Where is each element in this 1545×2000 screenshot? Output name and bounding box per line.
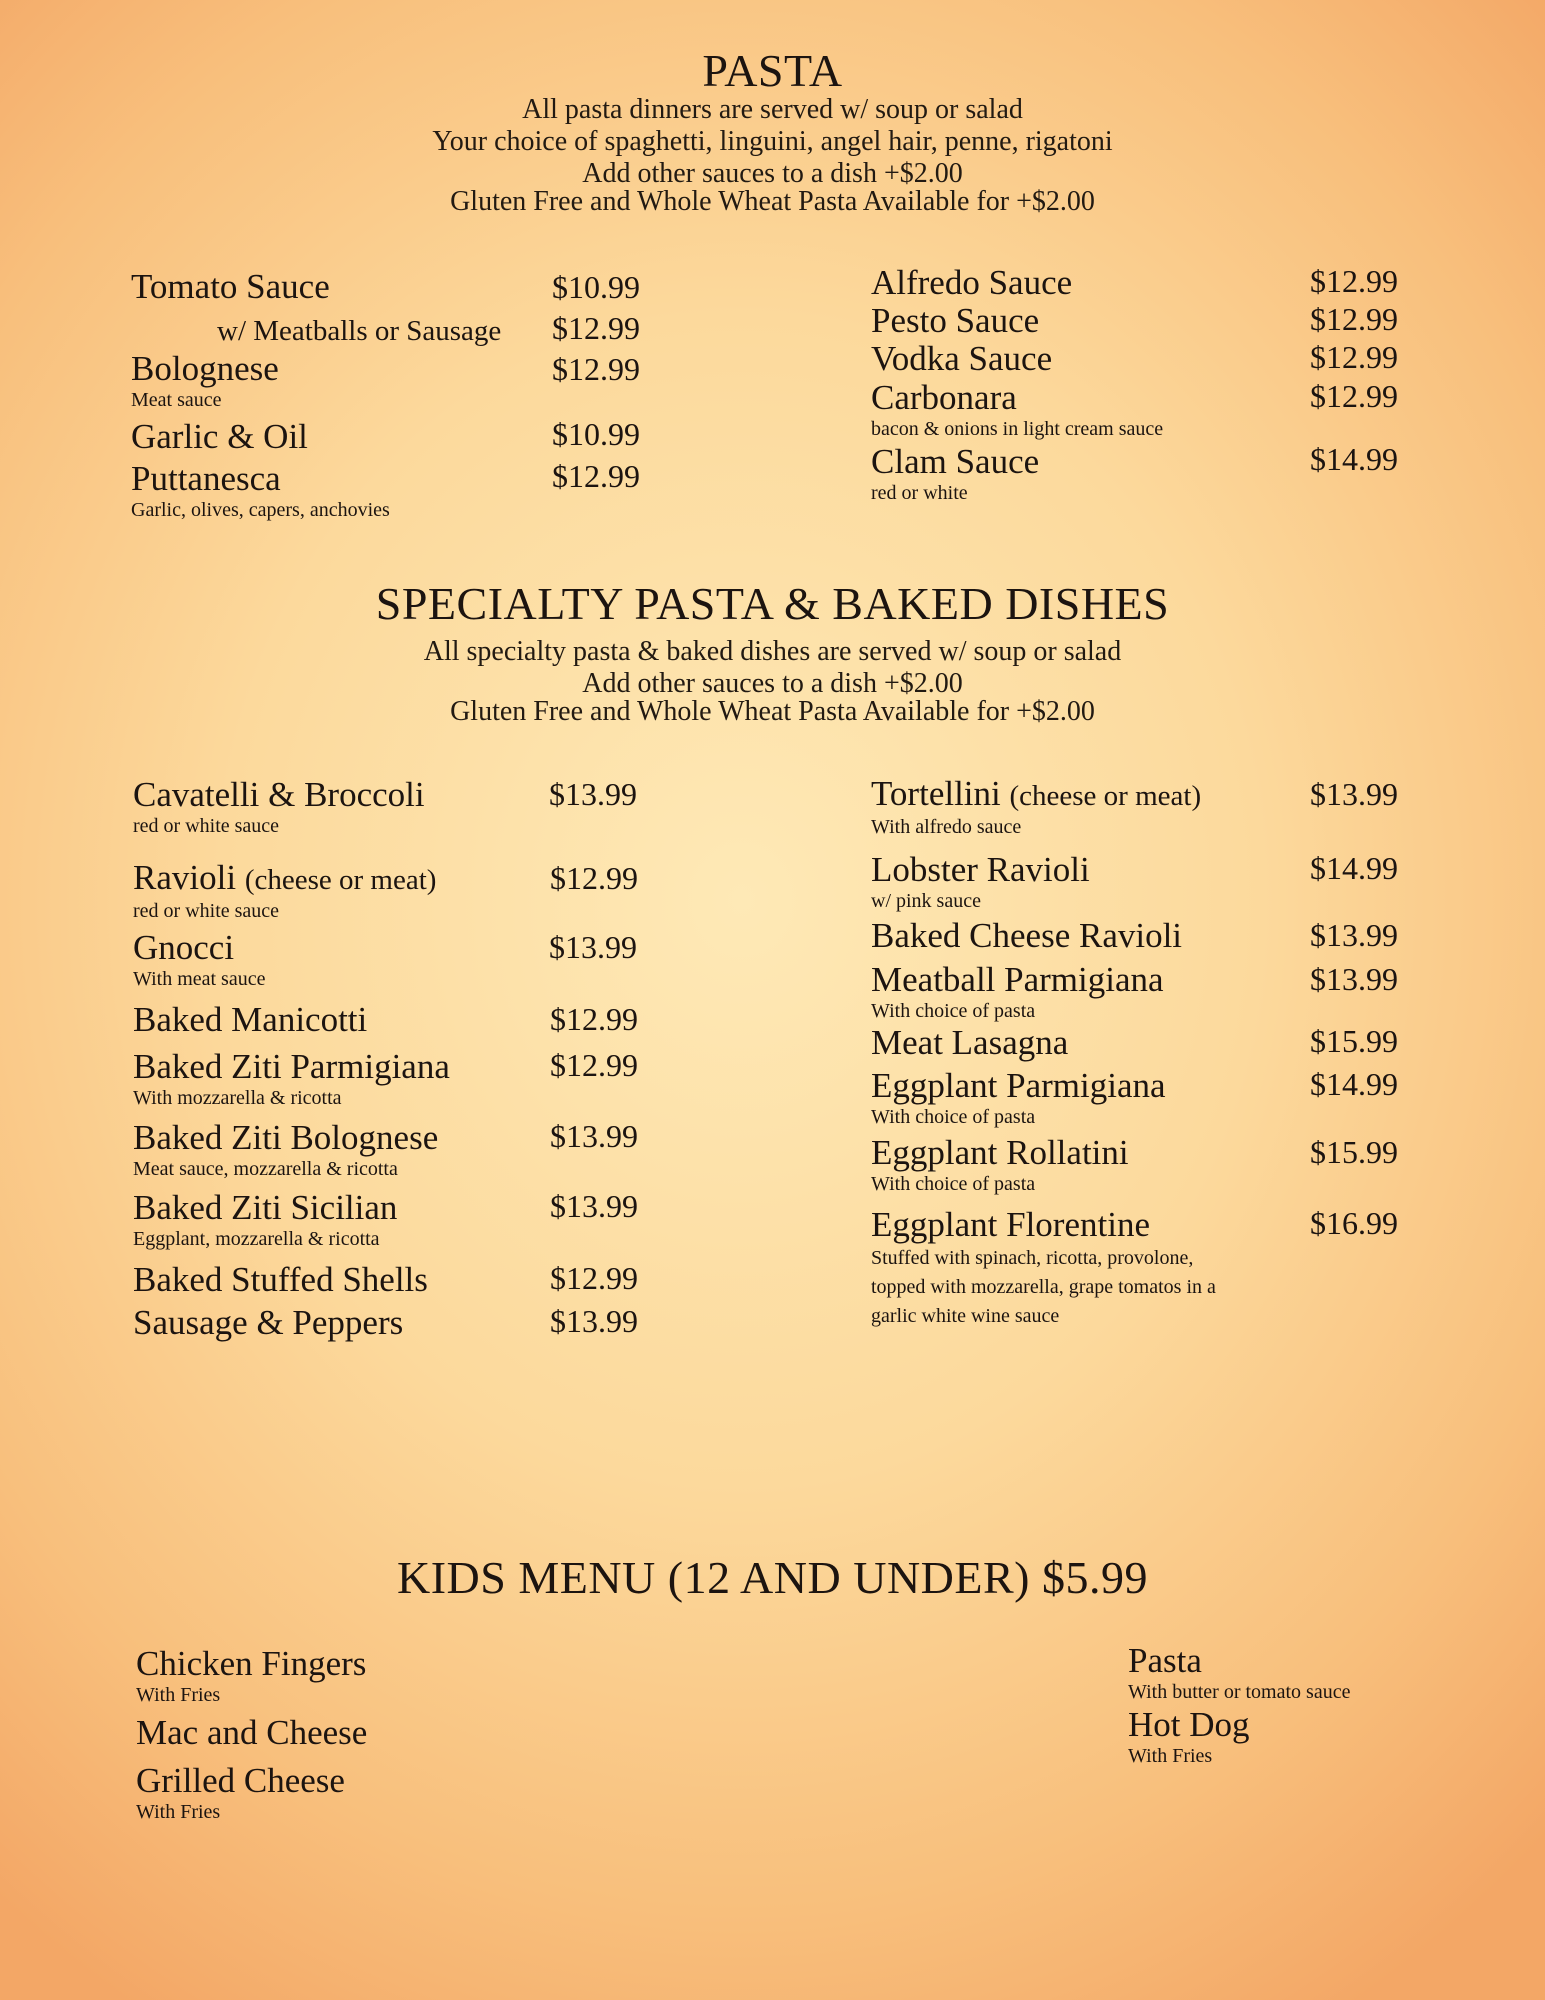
item-price: $12.99 [550,860,638,896]
item-price: $16.99 [1310,1205,1398,1241]
item-description: With choice of pasta [871,1000,1036,1022]
item-price: $15.99 [1310,1134,1398,1170]
item-description: With meat sauce [133,968,266,990]
item-description: Meat sauce, mozzarella & ricotta [133,1158,398,1180]
item-name: Eggplant Parmigiana [871,1066,1166,1105]
item-name: Clam Sauce [871,442,1040,481]
specialty-note: All specialty pasta & baked dishes are served w/ soup or salad [423,636,1122,667]
item-name: Carbonara [871,378,1017,417]
item-price: $13.99 [549,929,637,965]
menu-item [871,1067,1166,1129]
menu-item [871,961,1164,1023]
item-price: $12.99 [1310,301,1398,337]
specialty-note: Add other sauces to a dish +$2.00 [582,668,963,699]
item-name: Baked Stuffed Shells [133,1260,428,1299]
item-name: Hot Dog [1128,1705,1250,1744]
item-description: With Fries [136,1684,221,1706]
item-variant: w/ Meatballs or Sausage [217,315,502,347]
item-price: $13.99 [1310,961,1398,997]
menu-item [133,1189,397,1251]
pasta-note: Gluten Free and Whole Wheat Pasta Available for +$2.00 [450,186,1095,217]
item-name: Eggplant Florentine [871,1205,1150,1244]
pasta-note: Your choice of spaghetti, linguini, angel hair, penne, rigatoni [432,126,1113,157]
item-name: Lobster Ravioli [871,850,1090,889]
menu-item [131,418,308,456]
menu-item [133,1261,428,1299]
item-price: $13.99 [550,1303,638,1339]
menu-item [131,268,330,306]
item-name: Puttanesca [131,459,281,498]
item-price: $14.99 [1310,1066,1398,1102]
specialty-title: SPECIALTY PASTA & BAKED DISHES [375,578,1170,629]
pasta-notes [0,94,1545,218]
menu-item [131,460,390,522]
item-price: $10.99 [552,416,640,452]
menu-item [871,264,1072,302]
menu-item [136,1762,345,1824]
item-price: $12.99 [550,1001,638,1037]
menu-item [1128,1642,1350,1704]
item-price: $15.99 [1310,1023,1398,1059]
menu-item [871,379,1163,441]
menu-item [133,1304,403,1342]
item-name: Baked Cheese Ravioli [871,916,1183,955]
menu-item [871,917,1182,955]
specialty-notes [0,636,1545,728]
item-description: Stuffed with spinach, ricotta, provolone, topped with mozzarella, grape tomatos in a garlic white wine sauce [871,1247,1216,1327]
item-variant: (cheese or meat) [1009,780,1202,812]
item-description: With Fries [136,1801,221,1823]
menu-item [136,1645,366,1707]
item-name: Cavatelli & Broccoli [133,775,425,814]
item-name: Garlic & Oil [131,417,308,456]
item-description: With choice of pasta [871,1106,1036,1128]
item-name: Mac and Cheese [136,1713,368,1752]
item-price: $14.99 [1310,441,1398,477]
item-description: With alfredo sauce [871,816,1022,838]
item-price: $12.99 [1310,378,1398,414]
item-description: red or white sauce [133,815,280,837]
menu-item [136,1714,367,1752]
item-variant: (cheese or meat) [244,864,437,896]
item-price: $13.99 [550,1118,638,1154]
menu-item [871,302,1039,340]
item-price: $12.99 [552,458,640,494]
item-price: $13.99 [1310,917,1398,953]
kids-title: KIDS MENU (12 AND UNDER) $5.99 [397,1552,1148,1603]
item-name: Meatball Parmigiana [871,960,1164,999]
item-name: Sausage & Peppers [133,1303,404,1342]
item-description: Eggplant, mozzarella & ricotta [133,1228,380,1250]
pasta-title: PASTA [702,45,843,96]
specialty-note: Gluten Free and Whole Wheat Pasta Available for +$2.00 [450,696,1095,727]
item-name: Baked Ziti Bolognese [133,1118,439,1157]
menu-item [133,1119,438,1181]
item-price: $12.99 [1310,339,1398,375]
item-name: Baked Manicotti [133,1000,368,1039]
item-name: Grilled Cheese [136,1761,345,1800]
item-name: Meat Lasagna [871,1023,1069,1062]
menu-item [871,1024,1068,1062]
menu-item [1128,1706,1250,1768]
item-name: Pesto Sauce [871,301,1040,340]
menu-item [871,443,1039,505]
item-description: With mozzarella & ricotta [133,1087,342,1109]
item-name: Ravioli [133,858,237,897]
item-price: $10.99 [552,269,640,305]
menu-item [133,1048,450,1110]
item-name: Vodka Sauce [871,339,1053,378]
item-description: bacon & onions in light cream sauce [871,418,1164,440]
item-name: Bolognese [131,349,279,388]
item-price: $13.99 [549,776,637,812]
menu-item [131,350,279,412]
item-name: Tomato Sauce [131,267,330,306]
item-name: Alfredo Sauce [871,263,1073,302]
item-price: $12.99 [550,1260,638,1296]
pasta-note: All pasta dinners are served w/ soup or salad [522,94,1023,125]
item-name: Eggplant Rollatini [871,1133,1129,1172]
menu-item [133,859,436,923]
item-price: $14.99 [1310,850,1398,886]
item-name: Pasta [1128,1641,1202,1680]
item-name: Chicken Fingers [136,1644,367,1683]
item-price: $13.99 [550,1188,638,1224]
menu-item [133,929,265,991]
item-description: red or white sauce [133,900,280,922]
item-price: $12.99 [552,310,640,346]
item-price: $12.99 [1310,263,1398,299]
item-description: Garlic, olives, capers, anchovies [131,499,390,521]
item-name: Tortellini [871,774,1001,813]
pasta-note: Add other sauces to a dish +$2.00 [582,158,963,189]
item-description: red or white [871,482,968,504]
menu-item [871,1134,1129,1196]
menu-item [133,1001,367,1039]
item-name: Baked Ziti Sicilian [133,1188,398,1227]
item-description: With butter or tomato sauce [1128,1681,1351,1703]
item-name: Gnocci [133,928,235,967]
menu-item [871,1206,1251,1331]
item-description: With Fries [1128,1745,1213,1767]
item-price: $12.99 [550,1047,638,1083]
item-name: Baked Ziti Parmigiana [133,1047,450,1086]
item-price: $12.99 [552,351,640,387]
menu-item [133,776,425,838]
item-description: Meat sauce [131,389,222,411]
menu-item [871,851,1090,913]
item-price: $13.99 [1310,776,1398,812]
menu-item [871,775,1201,839]
menu-item [871,340,1052,378]
item-description: w/ pink sauce [871,890,981,912]
item-description: With choice of pasta [871,1173,1036,1195]
